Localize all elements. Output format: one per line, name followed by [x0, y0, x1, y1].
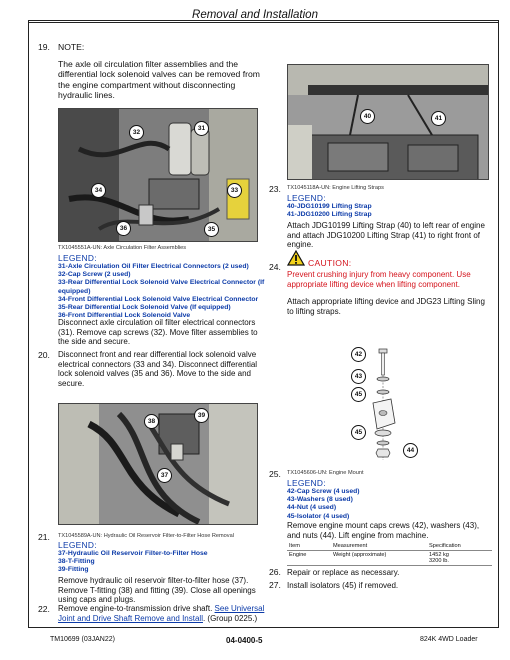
step-24-text: Attach appropriate lifting device and JDG23 Lifting Sling to lifting straps.: [287, 297, 485, 316]
spec-value-lb: 3200 lb.: [429, 558, 449, 564]
step-22-number: 22.: [38, 604, 50, 614]
axle-filter-illustration: [59, 109, 258, 242]
callout-39: 39: [194, 408, 209, 423]
legend-item: 32-Cap Screw (2 used): [58, 271, 131, 279]
spec-measurement: Weight (approximate): [331, 551, 427, 566]
caution-label: CAUTION:: [308, 258, 352, 268]
step-26-number: 26.: [269, 567, 281, 577]
legend-item: 33-Rear Differential Lock Solenoid Valve Electrical Connector (If equipped): [58, 279, 265, 295]
callout-37: 37: [157, 468, 172, 483]
fig4-legend-title: LEGEND:: [287, 478, 326, 488]
legend-item: 31-Axle Circulation Oil Filter Electrical Connectors (2 used): [58, 263, 249, 270]
spec-header-specification: Specification: [427, 542, 492, 551]
step-22-text-pre: Remove engine-to-transmission drive shaft.: [58, 604, 213, 613]
legend-item: 44-Nut (4 used): [287, 504, 337, 512]
legend-item: 41-JDG10200 Lifting Strap: [287, 211, 372, 219]
step-20-text: Disconnect front and rear differential lock solenoid valve electrical connectors (33 and 34). Disconnect differential lock solenoid valves (35 and 36). Move to the side and secure.: [58, 350, 258, 388]
callout-44: 44: [403, 443, 418, 458]
legend-item: 45-Isolator (4 used): [287, 512, 350, 520]
drive-shaft-procedure-link[interactable]: See Universal Joint and Drive Shaft Remove and Install: [58, 604, 265, 623]
step-22-text: [58, 604, 268, 623]
hose-removal-photo: [58, 403, 258, 525]
step-27-number: 27.: [269, 580, 281, 590]
spec-header-row: [287, 542, 492, 551]
step-26-text: Repair or replace as necessary.: [287, 568, 400, 577]
callout-38: 38: [144, 414, 159, 429]
callout-35: 35: [204, 222, 219, 237]
legend-item: 43-Washers (8 used): [287, 496, 353, 504]
engine-mount-diagram: [345, 345, 425, 465]
step-23-text: Attach JDG10199 Lifting Strap (40) to left rear of engine and attach JDG10200 Lifting Strap (41) to right front of engine.: [287, 221, 485, 250]
legend-item: 38-T-Fitting: [58, 558, 95, 566]
footer-manual-id: TM10699 (03JAN22): [50, 636, 115, 643]
legend-item: 35-Rear Differential Lock Solenoid Valve (If equipped): [58, 304, 231, 312]
legend-item: 36-Front Differential Lock Solenoid Valve: [58, 312, 191, 320]
step-19-number: 19.: [38, 42, 50, 52]
step-19-note: The axle oil circulation filter assemblies and the differential lock solenoid valves can be removed from the engine compartment without disconnecting hydraulic lines.: [58, 59, 260, 101]
spec-value-kg: 1452 kg: [429, 552, 449, 558]
footer-page-number: 04-0400-5: [226, 636, 263, 645]
fig3-legend: [287, 203, 487, 219]
legend-item: 37-Hydraulic Oil Reservoir Filter-to-Filter Hose: [58, 550, 208, 557]
engine-lifting-photo: [287, 64, 489, 180]
fig1-legend-title: LEGEND:: [58, 253, 97, 263]
callout-33: 33: [227, 183, 242, 198]
legend-item: 42-Cap Screw (4 used): [287, 488, 360, 495]
fig2-legend: [58, 550, 268, 575]
step-21-text: Remove hydraulic oil reservoir filter-to-filter hose (37). Remove T-fitting (38) and fitting (39). Close all openings using caps and plugs.: [58, 576, 256, 605]
callout-41: 41: [431, 111, 446, 126]
legend-item: 39-Fitting: [58, 566, 89, 574]
caution-icon: [287, 250, 305, 266]
legend-item: 40-JDG10199 Lifting Strap: [287, 203, 372, 210]
step-25-number: 25.: [269, 469, 281, 479]
spec-header-item: Item: [287, 542, 331, 551]
section-title: Removal and Installation: [192, 9, 318, 21]
fig4-caption: TX1045606-UN: Engine Mount: [287, 470, 364, 476]
step-19-label: NOTE:: [58, 42, 85, 52]
fig1-caption: TX1045551A-UN: Axle Circulation Filter Assemblies: [58, 245, 187, 251]
callout-36: 36: [116, 221, 131, 236]
fig2-legend-title: LEGEND:: [58, 540, 97, 550]
callout-40: 40: [360, 109, 375, 124]
engine-weight-spec-table: [287, 542, 492, 566]
step-25-text: Remove engine mount caps crews (42), washers (43), and nuts (44). Lift engine from machine.: [287, 521, 480, 540]
step-23-number: 23.: [269, 184, 281, 194]
engine-lifting-illustration: [288, 65, 489, 180]
callout-45: 45: [351, 387, 366, 402]
spec-value: [427, 551, 492, 566]
callout-42: 42: [351, 347, 366, 362]
callout-32: 32: [129, 125, 144, 140]
callout-43: 43: [351, 369, 366, 384]
fig4-legend: [287, 488, 487, 521]
spec-item: Engine: [287, 551, 331, 566]
fig1-body: Disconnect axle circulation oil filter electrical connectors (31). Remove cap screws (32). Move filter assemblies to the side and secure.: [58, 318, 258, 347]
axle-filter-photo: [58, 108, 258, 242]
step-21-number: 21.: [38, 532, 50, 542]
caution-text: Prevent crushing injury from heavy component. Use appropriate lifting device when lifting component.: [287, 270, 471, 289]
spec-row: [287, 551, 492, 566]
step-24-number: 24.: [269, 262, 281, 272]
spec-header-measurement: Measurement: [331, 542, 427, 551]
fig2-caption: TX1045589A-UN: Hydraulic Oil Reservoir Filter-to-Filter Hose Removal: [58, 533, 234, 539]
callout-31: 31: [194, 121, 209, 136]
fig3-caption: TX1045118A-UN: Engine Lifting Straps: [287, 185, 384, 191]
footer-model: 824K 4WD Loader: [420, 636, 478, 643]
callout-45-lower: 45: [351, 425, 366, 440]
step-20-number: 20.: [38, 350, 50, 360]
step-27-text: Install isolators (45) if removed.: [287, 581, 399, 590]
callout-34: 34: [91, 183, 106, 198]
step-22-text-post: . (Group 0225.): [202, 613, 258, 623]
fig3-legend-title: LEGEND:: [287, 193, 326, 203]
legend-item: 34-Front Differential Lock Solenoid Valve Electrical Connector: [58, 295, 259, 303]
fig1-legend: [58, 263, 268, 320]
